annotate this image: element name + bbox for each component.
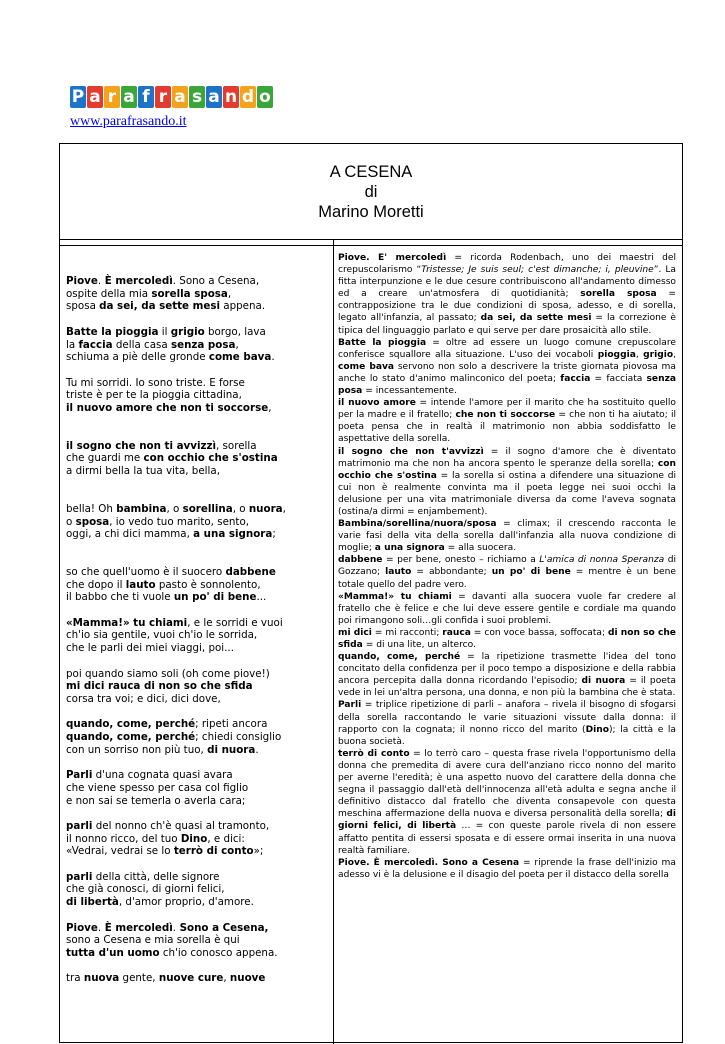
text-run: ; chiedi consiglio: [195, 731, 282, 744]
bold-text: Piove: [66, 921, 98, 934]
logo-letter: o: [257, 86, 273, 108]
bold-text: con occhio che s'ostina: [143, 452, 278, 465]
text-run: = triplice ripetizione di parli – anafora – rivela il bisogno di sfogarsi della sorella raccontando le varie situazioni vissute dalla donna: il rapporto con la cognata; il nonno ricco del marito (: [338, 700, 676, 735]
text-run: .: [271, 351, 275, 364]
bold-text: Batte la pioggia: [338, 337, 427, 348]
text-run: = mentre è un bene totale quello del padre vero.: [338, 567, 676, 590]
text-run: , sorella: [215, 439, 257, 452]
bold-text: Piove: [66, 275, 98, 287]
text-run: so che quell'uomo è il suocero: [66, 565, 226, 578]
poem-line: [66, 528, 328, 541]
text-run: = facciata: [590, 373, 647, 384]
commentary-paragraph: [338, 446, 676, 519]
bold-text: Parli: [66, 769, 93, 782]
poem-line: [66, 795, 328, 808]
logo-letter: a: [206, 86, 222, 108]
text-run: = riprende la frase dell'inizio ma adesso vi è la delusione e il disagio del poeta per il distacco della sorella: [338, 857, 676, 880]
text-run: , io vedo tuo marito, sento,: [109, 515, 250, 528]
text-run: ,: [223, 972, 230, 985]
text-run: .: [97, 921, 102, 934]
poem-line: [66, 440, 328, 453]
bold-text: di giorni felici, di libertà: [338, 809, 676, 832]
bold-text: lauto: [385, 567, 412, 578]
poem-line: [66, 947, 328, 960]
parafrasando-logo: [70, 86, 274, 108]
bold-text: a una signora: [374, 543, 445, 554]
bold-text: lauto: [125, 578, 156, 591]
text-run: schiuma a piè delle gronde: [66, 351, 209, 364]
bold-text: dabbene: [338, 555, 383, 566]
text-run: ,: [635, 349, 644, 360]
bold-text: mi dici rauca di non so che sfida: [66, 680, 253, 693]
text-run: »;: [253, 845, 264, 858]
text-run: la: [66, 338, 79, 351]
text-run: = che non ti ha aiutato; il poeta pensa che in realtà il matrimonio non abbia soddisfatto le aspettative della sorella.: [338, 410, 676, 445]
logo-letter: P: [71, 87, 85, 107]
poem-line: [66, 833, 328, 846]
poem-column: [66, 275, 328, 998]
bold-text: terrò di conto: [338, 748, 410, 759]
poem-line: [66, 744, 328, 757]
bold-text: quando, come, perché: [338, 652, 461, 663]
text-run: = ricorda Rodenbach, uno dei maestri del crepuscolarismo “: [338, 253, 677, 276]
text-run: = di una lite, un alterco.: [362, 640, 476, 650]
logo-letter: a: [172, 86, 188, 108]
text-run: ); la città e la buona società.: [338, 724, 677, 747]
text-run: = la ripetizione trasmette l'idea del tono concitato della confidenza per il poco tempo a disposizione e della rabbia ancora percepita dalla donna ricordando l'episodio;: [338, 652, 676, 687]
poem-line: [66, 820, 328, 833]
text-run: il babbo che ti vuole: [66, 591, 174, 604]
commentary-paragraph: [338, 397, 676, 445]
poem-line: [66, 326, 328, 339]
poem-line: [66, 668, 328, 681]
text-run: = per bene, onesto – richiamo a: [382, 555, 540, 566]
bold-text: sposa: [75, 515, 110, 528]
poem-line: [66, 300, 328, 313]
poem-line: [66, 896, 328, 909]
text-run: ch'io sia gentile, vuoi ch'io le sorrida,: [66, 629, 258, 642]
poem-stanza: [66, 275, 328, 313]
poem-line: [66, 693, 328, 706]
text-run: sposa: [66, 300, 100, 313]
bold-text: Dino: [585, 724, 609, 735]
divider-line: [60, 245, 682, 246]
bold-text: parli: [66, 819, 93, 832]
bold-text: nuova: [83, 972, 120, 985]
poem-line: [66, 377, 328, 390]
poem-line: [66, 389, 328, 402]
bold-text: un po' di bene: [173, 591, 257, 604]
bold-text: come bava: [338, 361, 395, 372]
poem-line: [66, 579, 328, 592]
text-run: servono non solo a descrivere la triste giornata piovosa ma anche lo stato d'animo malinconico del poeta;: [338, 361, 676, 384]
poem-line: [66, 731, 328, 744]
bold-text: quando, come, perché: [66, 718, 196, 731]
bold-text: il sogno che non t'avvizzì: [338, 446, 484, 457]
poem-line: [66, 503, 328, 516]
text-run: , o: [232, 502, 249, 515]
poem-stanza: [66, 769, 328, 807]
bold-text: il sogno che non ti avvizzì: [66, 439, 216, 452]
logo-letter: r: [104, 86, 120, 108]
poem-stanza: [66, 377, 328, 415]
text-run: , d'amor proprio, d'amore.: [118, 896, 254, 909]
text-run: = lo terrò caro – questa frase rivela l'opportunismo della donna che premedita di avere cura dell'anziano ricco nonno del marito per averne l'eredità; è una aspetto nuovo del carattere della donna che segna il passaggio dall'età dell'innocenza all'età adulta e segna anche il definitivo distacco dal fratello che diventa consapevole con questa meschina affermazione della nuova e diversa personalità della sorella;: [338, 748, 676, 820]
text-run: o: [66, 515, 76, 528]
text-run: appena.: [220, 300, 266, 313]
bold-text: Bambina/sorellina/nuora/sposa: [338, 519, 497, 530]
text-run: = climax; il crescendo racconta le varie fasi della vita della sorella dall'infanzia alla nuova condizione di moglie;: [338, 519, 676, 554]
bold-text: di libertà: [66, 896, 119, 909]
bold-text: bambina: [116, 502, 167, 515]
poem-stanza: [66, 326, 328, 364]
text-run: ,: [673, 349, 676, 360]
text-run: ...: [256, 591, 267, 604]
text-run: ,: [268, 402, 272, 414]
logo-letter: n: [224, 87, 238, 107]
italic-text: L'amica di nonna Speranza: [539, 555, 665, 566]
text-run: e non sai se temerla o averla cara;: [66, 794, 246, 807]
text-run: , e le sorridi e vuoi: [187, 616, 283, 629]
bold-text: «Mamma!» tu chiami: [338, 591, 452, 602]
bold-text: terrò di conto: [173, 845, 254, 858]
text-run: .: [172, 921, 177, 934]
text-run: che viene spesso per casa col figlio: [66, 781, 249, 794]
poem-line: [66, 871, 328, 884]
poem-line: [66, 566, 328, 579]
text-run: = abbondante;: [411, 567, 492, 578]
text-run: d'una cognata quasi avara: [92, 769, 233, 782]
text-run: , o: [166, 502, 183, 515]
poem-stanza: [66, 871, 328, 909]
poem-line: [66, 883, 328, 896]
bold-text: faccia: [560, 373, 591, 384]
text-run: ,: [227, 287, 232, 300]
logo-letter: s: [189, 86, 205, 108]
bold-text: Piove. È mercoledì. Sono a Cesena: [338, 857, 520, 868]
bold-text: con occhio che s'ostina: [338, 458, 676, 481]
commentary-paragraph: [338, 627, 676, 651]
poem-line: [66, 288, 328, 301]
bold-text: che non ti soccorse: [455, 410, 556, 421]
poem-line: [66, 351, 328, 364]
poem-stanza: [66, 617, 328, 655]
poem-stanza: [66, 820, 328, 858]
commentary-paragraph: [338, 252, 676, 337]
bold-text: sorella sposa: [580, 289, 657, 300]
commentary-paragraph: [338, 337, 676, 397]
text-run: = la correzione è tipica del linguaggio parlato e qui serve per dare prosaicità allo stile.: [338, 313, 676, 336]
bold-text: Piove. E' mercoledì: [338, 253, 447, 263]
text-run: ,: [282, 502, 286, 515]
poem-stanza: [66, 440, 328, 478]
bold-text: il nuovo amore: [338, 398, 416, 409]
text-run: . Sono a Cesena,: [172, 275, 260, 287]
text-run: = mi racconti;: [371, 627, 443, 638]
text-run: della città, delle signore: [92, 870, 220, 883]
text-run: sono a Cesena e mia sorella è qui: [66, 934, 240, 947]
text-run: «Vedrai, vedrai se lo: [66, 845, 174, 858]
commentary-paragraph: [338, 857, 676, 881]
text-run: ospite della mia: [66, 287, 152, 300]
poem-line: [66, 642, 328, 655]
commentary-paragraph: [338, 651, 676, 699]
poem-line: [66, 680, 328, 693]
text-run: = contrapposizione tra le due condizioni di sposa, adesso, e di sorella, legato all'infanzia, al passato;: [338, 289, 676, 324]
commentary-paragraph: [338, 699, 676, 747]
text-run: poi quando siamo soli (oh come piove!): [66, 667, 270, 680]
poem-title: A CESENA: [329, 163, 413, 181]
poem-line: [66, 972, 328, 985]
commentary-paragraph: [338, 518, 676, 554]
bold-text: Parli: [338, 700, 362, 711]
text-run: = la sorella si ostina a difendere una situazione di cui non è realmente convinta ma il poeta legge nei suoi occhi la delusione per una vita matrimoniale diversa da come l'aveva sognata (ostina/a dirmi = enjambement).: [338, 470, 676, 517]
commentary-paragraph: [338, 591, 676, 627]
text-run: Tu mi sorridi. Io sono triste. E forse: [66, 376, 245, 389]
logo-letter: d: [241, 87, 255, 107]
text-run: , e dici:: [207, 832, 245, 845]
poem-line: [66, 629, 328, 642]
logo-letter: f: [138, 86, 154, 108]
text-run: .: [97, 275, 102, 287]
site-link[interactable]: www.parafrasando.it: [70, 114, 187, 129]
text-run: pasto è sonnolento,: [155, 578, 261, 591]
bold-text: Batte la pioggia: [66, 325, 159, 338]
bold-text: da sei, da sette mesi: [480, 313, 592, 324]
text-run: di Gozzano;: [338, 555, 676, 578]
bold-text: tutta d'un uomo: [66, 946, 160, 959]
poem-author: Marino Moretti: [318, 203, 424, 221]
text-run: ”. La fitta interpunzione e le due cesure contribuiscono all'andamento dimesso ed a creare un'atmosfera di quotidianità;: [338, 265, 676, 300]
text-run: borgo, lava: [204, 325, 266, 338]
commentary-paragraph: [338, 748, 676, 857]
text-run: bella! Oh: [66, 502, 117, 515]
text-run: che già conosci, di giorni felici,: [66, 883, 225, 896]
text-run: = davanti alla suocera vuole far credere al fratello che è felice e che lui deve essere gentile e cordiale ma quando poi rimangono soli…gli confida i suoi problemi.: [338, 591, 676, 626]
poem-line: [66, 339, 328, 352]
text-run: = con voce bassa, soffocata;: [470, 627, 608, 638]
text-run: ch'io conosco appena.: [159, 946, 278, 959]
bold-text: nuove: [229, 972, 266, 985]
bold-text: mi dici: [338, 627, 372, 638]
document-frame: [59, 143, 683, 1043]
poem-stanza: [66, 718, 328, 756]
text-run: = alla suocera.: [444, 543, 517, 554]
bold-text: grigio: [643, 349, 674, 360]
bold-text: rauca: [442, 627, 471, 638]
title-box: [60, 144, 682, 240]
bold-text: di non so che sfida: [338, 627, 676, 650]
bold-text: È mercoledì: [101, 275, 173, 287]
bold-text: il nuovo amore che non ti soccorse: [66, 402, 269, 414]
bold-text: Dino: [180, 832, 208, 845]
commentary-column: [338, 252, 676, 881]
bold-text: parli: [66, 870, 93, 883]
bold-text: pioggia: [597, 349, 636, 360]
text-run: triste è per te la pioggia cittadina,: [66, 389, 242, 402]
column-divider: [333, 239, 334, 1044]
title-di: di: [364, 183, 378, 201]
poem-line: [66, 591, 328, 604]
poem-stanza: [66, 566, 328, 604]
bold-text: sorella sposa: [151, 287, 228, 300]
bold-text: nuora: [248, 502, 283, 515]
bold-text: a una signora: [193, 528, 273, 541]
text-run: il nonno ricco, del tuo: [66, 832, 181, 845]
text-run: il: [158, 325, 171, 338]
text-run: oggi, a chi dici mamma,: [66, 528, 194, 541]
text-run: tra: [66, 972, 84, 985]
bold-text: come bava: [208, 351, 272, 364]
text-run: ,: [235, 338, 239, 351]
text-run: = oltre ad essere un luogo comune crepuscolare conferisce squallore alla situazione. L'uso dei vocaboli: [338, 337, 676, 360]
text-run: ; ripeti ancora: [195, 718, 268, 731]
commentary-paragraph: [338, 554, 676, 590]
text-run: del nonno ch'è quasi al tramonto,: [92, 819, 270, 832]
bold-text: senza posa: [170, 338, 236, 351]
text-run: corsa tra voi; e dici, dici dove,: [66, 692, 221, 705]
poem-line: [66, 516, 328, 529]
poem-line: [66, 845, 328, 858]
text-run: = il poeta vede in lei un'altra persona, una donna, e non più la bambina che è stata.: [338, 676, 676, 699]
bold-text: dabbene: [225, 565, 276, 578]
poem-stanza: [66, 503, 328, 541]
poem-stanza: [66, 922, 328, 960]
logo-letter: a: [121, 86, 137, 108]
poem-line: [66, 465, 328, 478]
poem-line: [66, 934, 328, 947]
text-run: ;: [272, 528, 276, 541]
bold-text: È mercoledì: [101, 921, 173, 934]
poem-line: [66, 402, 328, 415]
text-run: della casa: [112, 338, 171, 351]
poem-line: [66, 275, 328, 288]
bold-text: da sei, da sette mesi: [99, 300, 220, 313]
bold-text: di nuora: [207, 743, 256, 756]
poem-stanza: [66, 668, 328, 706]
bold-text: grigio: [170, 325, 205, 338]
poem-line: [66, 922, 328, 935]
text-run: a dirmi bella la tua vita, bella,: [66, 465, 220, 478]
text-run: .: [255, 743, 259, 756]
italic-text: Tristesse; Je suis seul; c'est dimanche; i, pleuvine: [421, 265, 654, 276]
poem-line: [66, 782, 328, 795]
text-run: … = con queste parole rivela di non essere affatto pentita di essersi sposata e di essere ormai inserita in una nuova realtà familiare.: [338, 821, 677, 856]
bold-text: nuove cure: [158, 972, 224, 985]
bold-text: Sono a Cesena,: [176, 921, 269, 934]
text-run: = il sogno d'amore che è diventato matrimonio ma che non ha ancora spento le speranze della sorella;: [338, 446, 676, 469]
poem-stanza: [66, 972, 328, 985]
bold-text: quando, come, perché: [66, 731, 196, 744]
text-run: che le parli dei miei viaggi, poi...: [66, 642, 234, 655]
bold-text: di nuora: [581, 676, 626, 687]
bold-text: «Mamma!» tu chiami: [66, 616, 188, 629]
poem-line: [66, 617, 328, 630]
poem-line: [66, 718, 328, 731]
text-run: = intende l'amore per il marito che ha sostituito quello per la madre e il fratello;: [338, 398, 676, 421]
logo-letter: r: [155, 86, 171, 108]
bold-text: faccia: [78, 338, 113, 351]
poem-line: [66, 452, 328, 465]
text-run: gente,: [119, 972, 159, 985]
logo-letter: a: [87, 86, 103, 108]
poem-line: [66, 769, 328, 782]
text-run: = incessantemente.: [362, 386, 457, 397]
bold-text: sorellina: [182, 502, 233, 515]
bold-text: senza posa: [338, 373, 676, 397]
text-run: che dopo il: [66, 578, 126, 591]
text-run: con un sorriso non più tuo,: [66, 743, 208, 756]
bold-text: un po' di bene: [491, 567, 571, 578]
text-run: che guardi me: [66, 452, 144, 465]
